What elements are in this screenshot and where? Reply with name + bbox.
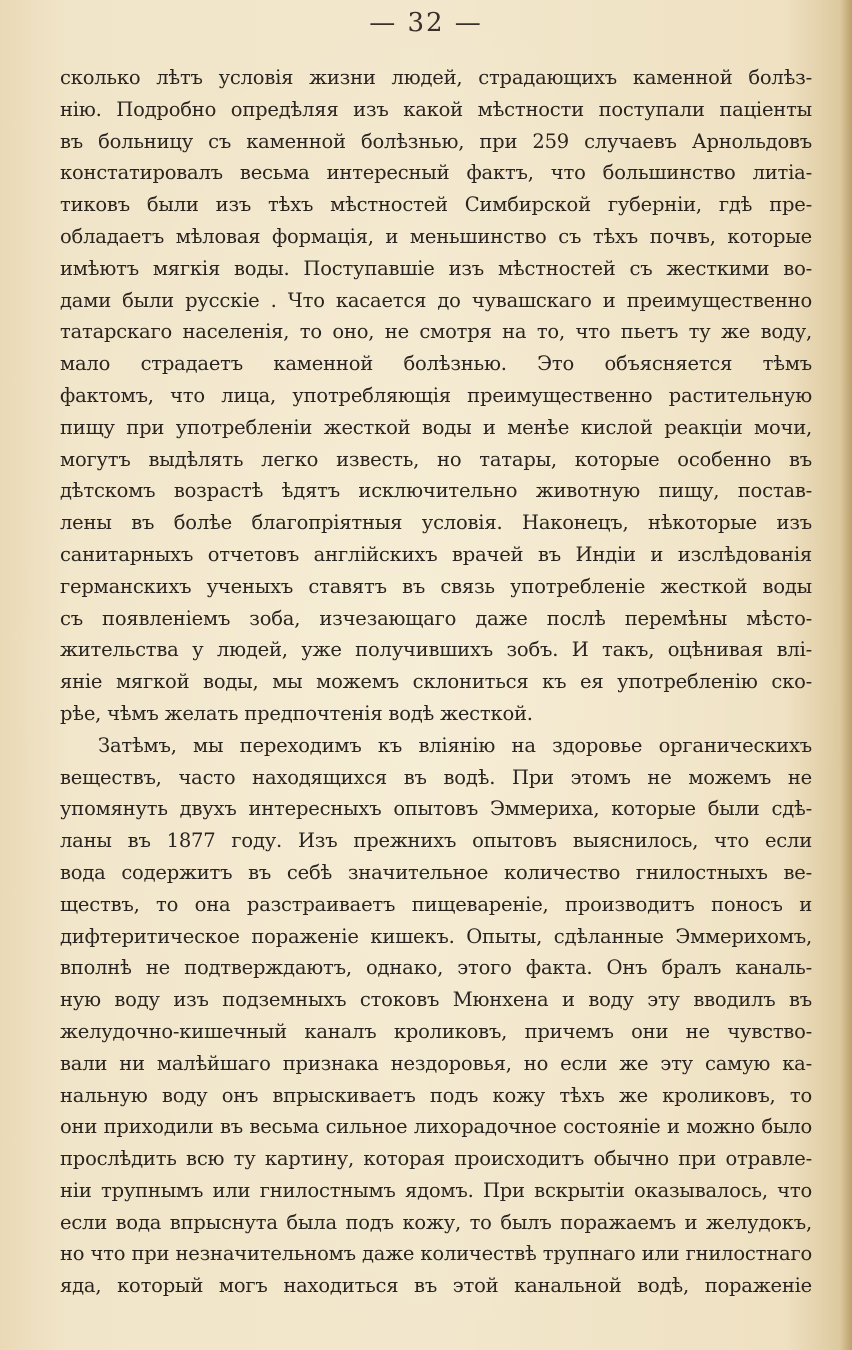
text-line: фактомъ, что лица, употребляющія преимущественно растительную <box>60 383 812 407</box>
text-line: вполнѣ не подтверждаютъ, однако, этого факта. Онъ бралъ каналь- <box>60 956 812 980</box>
text-line: съ появленіемъ зоба, изчезающаго даже послѣ перемѣны мѣсто- <box>60 606 812 630</box>
text-line: жительства у людей, уже получившихъ зобъ. И такъ, оцѣнивая влі- <box>60 638 812 662</box>
text-line: въ больницу съ каменной болѣзнью, при 259 случаевъ Арнольдовъ <box>60 129 812 153</box>
text-line: дифтеритическое пораженіе кишекъ. Опыты, сдѣланные Эммерихомъ, <box>60 924 812 948</box>
text-line: если вода впрыснута была подъ кожу, то былъ поражаемъ и желудокъ, <box>60 1210 812 1234</box>
page-edge-shadow <box>840 0 852 1350</box>
text-line: обладаетъ мѣловая формація, и меньшинство съ тѣхъ почвъ, которые <box>60 224 812 248</box>
text-line: мало страдаетъ каменной болѣзнью. Это объясняется тѣмъ <box>60 352 812 376</box>
text-line: ществъ, то она разстраиваетъ пищевареніе, производитъ поносъ и <box>60 892 812 916</box>
text-line: ніи трупнымъ или гнилостнымъ ядомъ. При вскрытіи оказывалось, что <box>60 1178 812 1202</box>
text-line: ланы въ 1877 году. Изъ прежнихъ опытовъ выяснилось, что если <box>60 829 812 853</box>
text-line: германскихъ ученыхъ ставятъ въ связь употребленіе жесткой воды <box>60 574 812 598</box>
text-line: вода содержитъ въ себѣ значительное количество гнилостныхъ ве- <box>60 860 812 884</box>
text-line: но что при незначительномъ даже количествѣ трупнаго или гнилостнаго <box>60 1242 812 1266</box>
text-line: пищу при употребленіи жесткой воды и менѣе кислой реакціи мочи, <box>60 415 812 439</box>
page-number: — 32 — <box>369 8 483 38</box>
text-line: дами были русскіе . Что касается до чувашскаго и преимущественно <box>60 288 812 312</box>
text-line: лены въ болѣе благопріятныя условія. Наконецъ, нѣкоторые изъ <box>60 511 812 535</box>
paragraph-end-line: рѣе, чѣмъ желать предпочтенія водѣ жесткой. <box>60 701 533 725</box>
text-line: яніе мягкой воды, мы можемъ склониться къ ея употребленію ско- <box>60 670 812 694</box>
text-line: имѣютъ мягкія воды. Поступавшіе изъ мѣстностей съ жесткими во- <box>60 256 812 280</box>
text-line: веществъ, часто находящихся въ водѣ. При этомъ не можемъ не <box>60 765 812 789</box>
text-line: тиковъ были изъ тѣхъ мѣстностей Симбирской губерніи, гдѣ пре- <box>60 193 812 217</box>
text-line: желудочно-кишечный каналъ кроликовъ, причемъ они не чувство- <box>60 1019 812 1043</box>
paragraph-start-line: Затѣмъ, мы переходимъ къ вліянію на здоровье органическихъ <box>98 733 812 757</box>
text-line: они приходили въ весьма сильное лихорадочное состояніе и можно было <box>60 1115 812 1139</box>
text-line: прослѣдить всю ту картину, которая происходитъ обычно при отравле- <box>60 1147 812 1171</box>
text-line: сколько лѣтъ условія жизни людей, страдающихъ каменной болѣз- <box>60 66 812 89</box>
text-line: упомянуть двухъ интересныхъ опытовъ Эммериха, которые были сдѣ- <box>60 797 812 821</box>
text-line: могутъ выдѣлять легко известь, но татары, которые особенно въ <box>60 447 812 471</box>
text-line: констатировалъ весьма интересный фактъ, что большинство литіа- <box>60 161 812 185</box>
text-line: нію. Подробно опредѣляя изъ какой мѣстности поступали паціенты <box>60 97 812 121</box>
text-line: дѣтскомъ возрастѣ ѣдятъ исключительно животную пищу, постав- <box>60 479 812 503</box>
text-line: ную воду изъ подземныхъ стоковъ Мюнхена и воду эту вводилъ въ <box>60 988 812 1012</box>
text-line: нальную воду онъ впрыскиваетъ подъ кожу тѣхъ же кроликовъ, то <box>60 1083 812 1107</box>
text-line: санитарныхъ отчетовъ англійскихъ врачей въ Индіи и изслѣдованія <box>60 542 812 566</box>
text-line: татарскаго населенія, то оно, не смотря на то, что пьетъ ту же воду, <box>60 320 812 344</box>
text-line: вали ни малѣйшаго признака нездоровья, но если же эту самую ка- <box>60 1051 812 1075</box>
text-line: яда, который могъ находиться въ этой канальной водѣ, пораженіе <box>60 1274 812 1298</box>
body-text <box>60 62 812 1302</box>
